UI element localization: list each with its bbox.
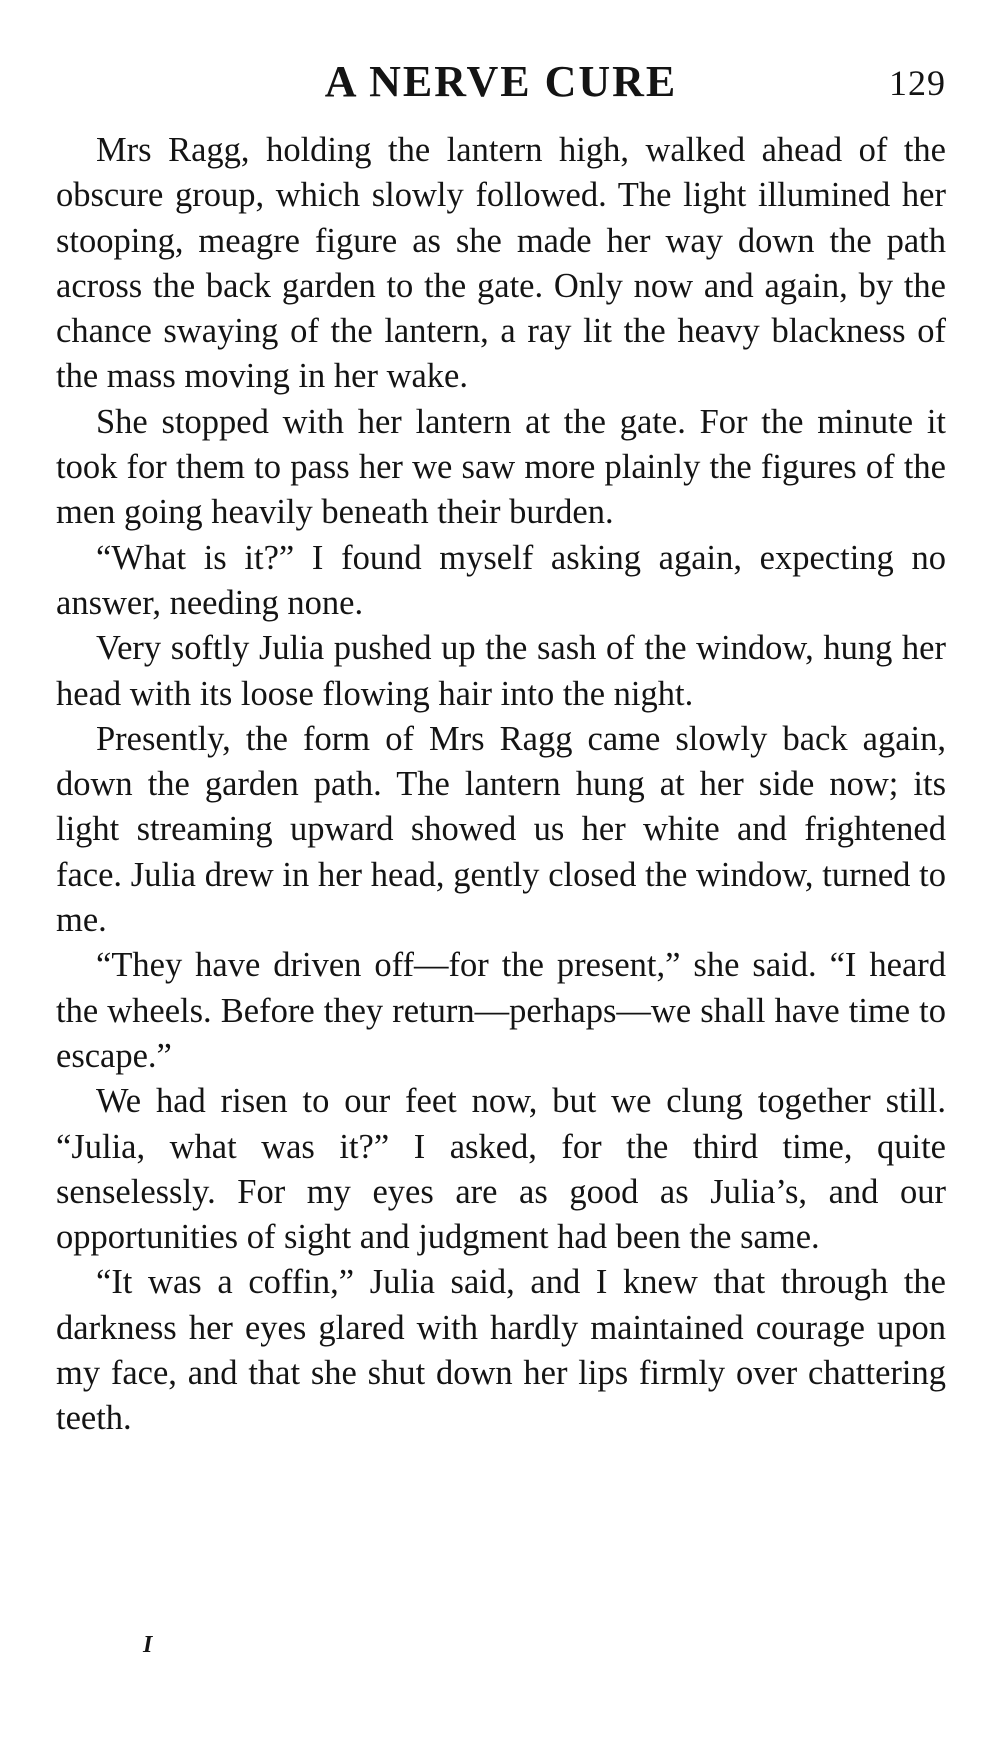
paragraph: “They have driven off—for the present,” she said. “I heard the wheels. Before they return—perhaps—we shall have time to escape.” [56,946,946,1075]
paragraph: “What is it?” I found myself asking again, expecting no answer, needing none. [56,538,946,622]
paragraph: “It was a coffin,” Julia said, and I knew that through the darkness her eyes glared with hardly maintained courage upon my face, and that she shut down her lips firmly over chattering teeth. [56,1263,946,1438]
paragraph: Presently, the form of Mrs Ragg came slowly back again, down the garden path. The lantern hung at her side now; its light streaming upward showed us her white and frightened face. Julia drew in her head, gently closed the window, turned to me. [56,719,946,940]
paragraph: Mrs Ragg, holding the lantern high, walked ahead of the obscure group, which slowly followed. The light illumined her stooping, meagre figure as she made her way down the path across the back garden to the gate. Only now and again, by the chance swaying of the lantern, a ray lit the heavy blackness of the mass moving in her wake. [56,131,946,396]
paragraph: She stopped with her lantern at the gate. For the minute it took for them to pass her we saw more plainly the figures of the men going heavily beneath their burden. [56,402,946,532]
signature-mark: I [143,1632,153,1658]
running-title: A NERVE CURE [324,57,678,106]
page-number: 129 [889,63,946,103]
paragraph: Very softly Julia pushed up the sash of the window, hung her head with its loose flowing hair into the night. [56,629,946,713]
running-head [56,56,946,116]
paragraph: We had risen to our feet now, but we clung together still. “Julia, what was it?” I asked, for the third time, quite senselessly. For my eyes are as good as Julia’s, and our opportunities of sight and judgment had been the same. [56,1082,946,1257]
body-text [56,128,946,1442]
